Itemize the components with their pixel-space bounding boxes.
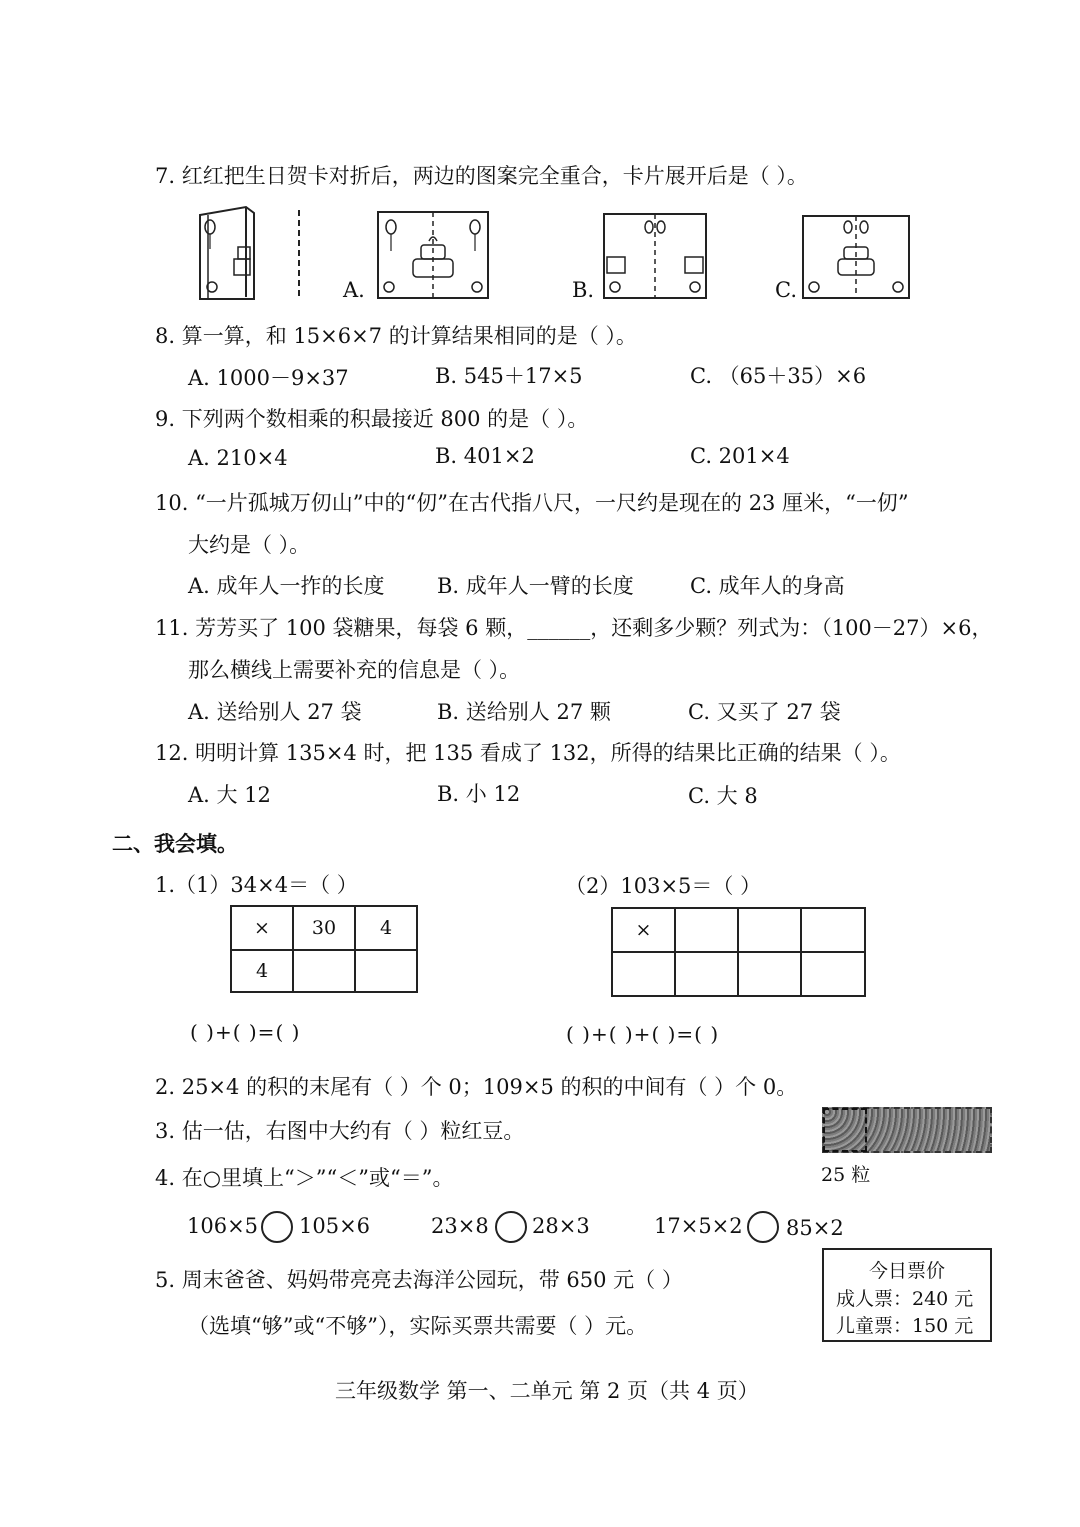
table2-header-cell[interactable] [800, 907, 866, 953]
bean-sample-box [823, 1108, 867, 1152]
q10-option-b: B. 成年人一臂的长度 [437, 574, 634, 598]
table2-answer-cell[interactable] [737, 951, 802, 997]
compare1-circle[interactable] [261, 1211, 293, 1243]
table2-header-cell[interactable] [737, 907, 802, 953]
q10-text-line1: 10. “一片孤城万仞山”中的“仞”在古代指八尺，一尺约是现在的 23 厘米，“一仞” [155, 491, 909, 515]
ticket-price-title: 今日票价 [868, 1260, 945, 1282]
q7-label-c: C. [775, 278, 797, 302]
fold-line-divider [296, 210, 302, 300]
q9-text: 9. 下列两个数相乘的积最接近 800 的是（ ）。 [155, 407, 589, 431]
fill1-equation-1: ( )+( )=( ) [190, 1020, 301, 1044]
fill1-equation-2: ( )+( )+( )=( ) [566, 1022, 720, 1046]
q11-text-line1: 11. 芳芳买了 100 袋糖果，每袋 6 颗，______，还剩多少颗？列式为：（100－27）×6， [155, 616, 993, 640]
compare1-left: 106×5 [187, 1214, 259, 1238]
q8-option-c: C. （65＋35）×6 [690, 364, 867, 388]
card-option-b-image [603, 213, 707, 301]
fill5-text-line2: （选填“够”或“不够”），实际买票共需要（ ）元。 [188, 1314, 648, 1338]
q10-option-a: A. 成年人一拃的长度 [188, 574, 385, 598]
table1-corner: × [230, 905, 294, 951]
table2-header-cell[interactable] [674, 907, 739, 953]
q8-option-b: B. 545＋17×5 [435, 364, 583, 388]
q7-text: 7. 红红把生日贺卡对折后，两边的图案完全重合，卡片展开后是（ ）。 [155, 164, 808, 188]
ticket-adult-price: 成人票：240 元 [836, 1288, 974, 1310]
compare1-right: 105×6 [299, 1214, 371, 1238]
fill1-part1: 1.（1）34×4＝（ ） [155, 873, 358, 897]
q11-option-a: A. 送给别人 27 袋 [188, 700, 362, 724]
compare3-right: 85×2 [786, 1216, 844, 1240]
q12-option-b: B. 小 12 [437, 782, 521, 806]
q8-option-a: A. 1000－9×37 [188, 366, 349, 390]
bean-sample-label: 25 粒 [821, 1164, 871, 1186]
ticket-child-price: 儿童票：150 元 [836, 1315, 974, 1337]
table2-answer-cell[interactable] [611, 951, 676, 997]
q10-text-line2: 大约是（ ）。 [188, 533, 311, 557]
compare2-circle[interactable] [495, 1211, 527, 1243]
fill1-part2: （2）103×5＝（ ） [565, 874, 762, 898]
table1-header-4: 4 [354, 905, 418, 951]
fill5-text-line1: 5. 周末爸爸、妈妈带亮亮去海洋公园玩，带 650 元（ ） [155, 1268, 683, 1292]
fill3-text: 3. 估一估，右图中大约有（ ）粒红豆。 [155, 1119, 525, 1143]
q10-option-c: C. 成年人的身高 [690, 574, 845, 598]
q8-text: 8. 算一算，和 15×6×7 的计算结果相同的是（ ）。 [155, 324, 637, 348]
q12-option-a: A. 大 12 [188, 783, 271, 807]
q12-text: 12. 明明计算 135×4 时，把 135 看成了 132，所得的结果比正确的结果（ ）。 [155, 741, 901, 765]
compare3-left: 17×5×2 [654, 1214, 743, 1238]
folded-card-image [196, 205, 266, 305]
table2-answer-cell[interactable] [674, 951, 739, 997]
table2-corner: × [611, 907, 676, 953]
page-footer: 三年级数学 第一、二单元 第 2 页（共 4 页） [335, 1379, 759, 1403]
fill4-text: 4. 在○里填上“＞”“＜”或“＝”。 [155, 1166, 454, 1190]
fill2-text: 2. 25×4 的积的末尾有（ ）个 0；109×5 的积的中间有（ ）个 0。 [155, 1075, 798, 1099]
q11-text-line2: 那么横线上需要补充的信息是（ ）。 [188, 658, 521, 682]
card-option-c-image [802, 215, 910, 301]
table1-answer-cell[interactable] [354, 949, 418, 993]
q9-option-a: A. 210×4 [188, 446, 288, 470]
compare3-circle[interactable] [747, 1211, 779, 1243]
q11-option-b: B. 送给别人 27 颗 [437, 700, 611, 724]
compare2-right: 28×3 [532, 1214, 590, 1238]
table1-row-4: 4 [230, 949, 294, 993]
compare2-left: 23×8 [431, 1214, 489, 1238]
table1-answer-cell[interactable] [292, 949, 356, 993]
card-option-a-image [377, 211, 489, 301]
q9-option-c: C. 201×4 [690, 444, 790, 468]
section-2-title: 二、我会填。 [112, 832, 238, 856]
ticket-price-box [822, 1248, 992, 1342]
q11-option-c: C. 又买了 27 袋 [688, 700, 841, 724]
q7-label-a: A. [343, 278, 365, 302]
table2-answer-cell[interactable] [800, 951, 866, 997]
table1-header-30: 30 [292, 905, 356, 951]
q7-label-b: B. [572, 278, 595, 302]
q9-option-b: B. 401×2 [435, 444, 535, 468]
q12-option-c: C. 大 8 [688, 784, 758, 808]
